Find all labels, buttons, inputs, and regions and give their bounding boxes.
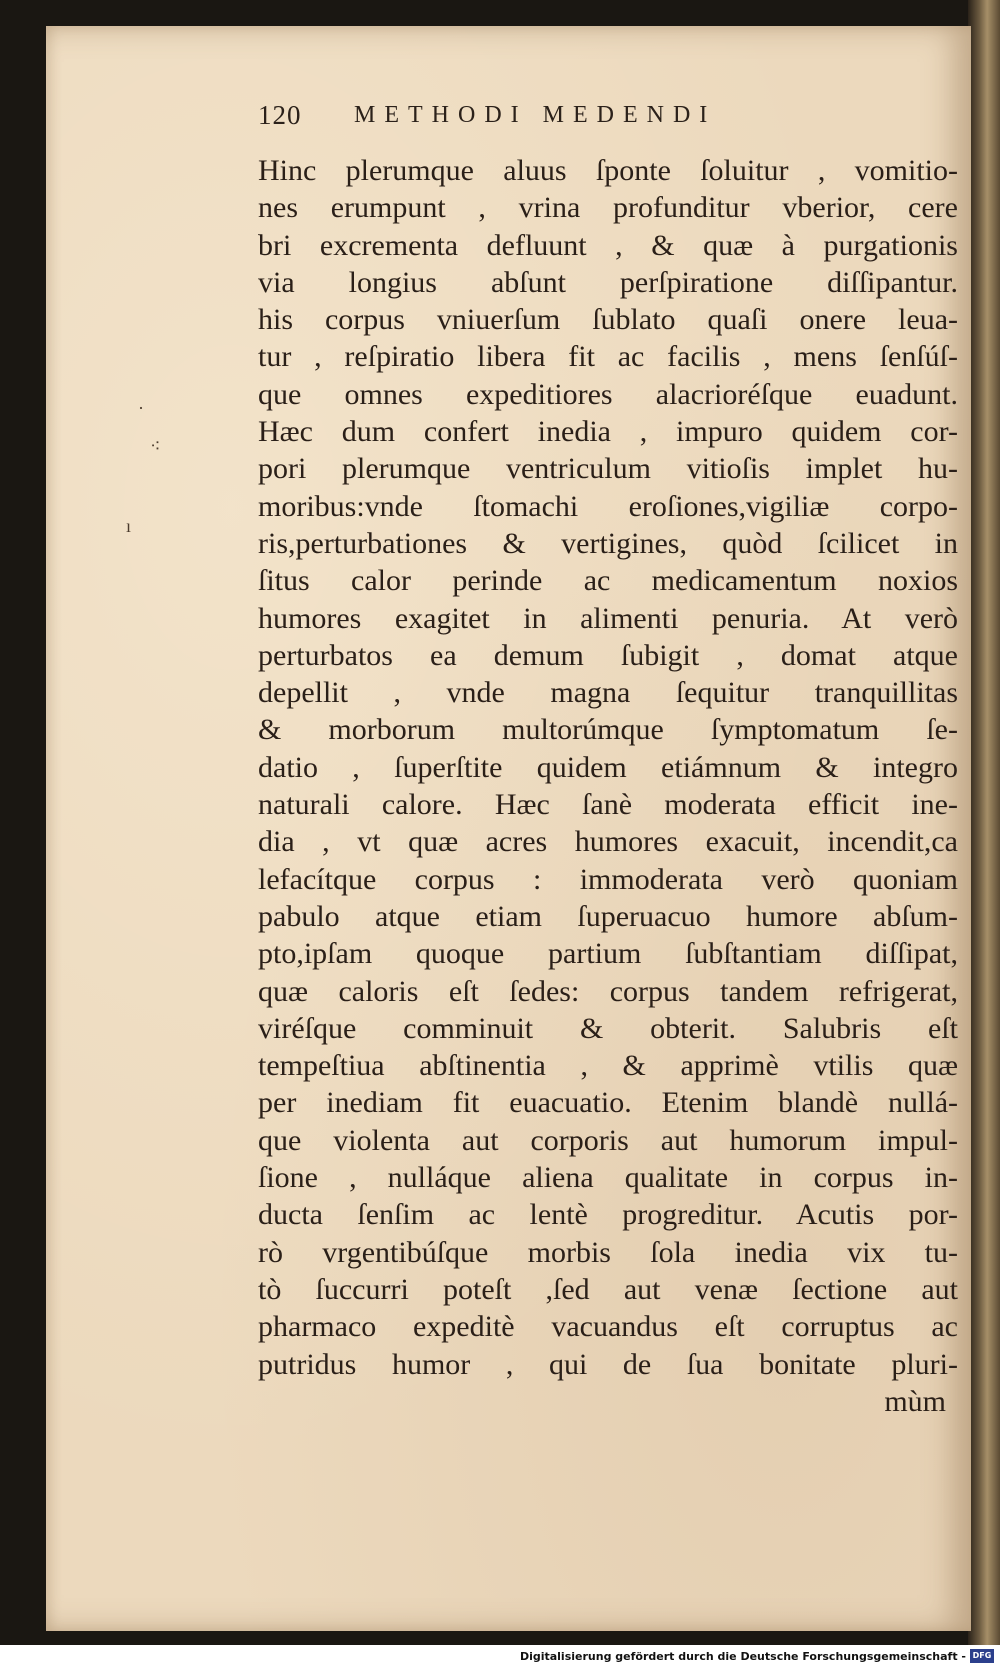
text-line: ducta ſenſim ac lentè progreditur. Acutis por-	[258, 1198, 958, 1232]
dfg-logo: DFG	[970, 1649, 994, 1663]
text-line: que violenta aut corporis aut humorum impul-	[258, 1123, 958, 1157]
margin-mark: ı	[126, 516, 132, 536]
text-line: putridus humor , qui de ſua bonitate pluri-	[258, 1347, 958, 1381]
text-line: quæ caloris eſt ſedes: corpus tandem refrigerat,	[258, 974, 958, 1008]
text-line: Hinc plerumque aluus ſponte ſoluitur , vomitio-	[258, 154, 958, 187]
text-line: pharmaco expeditè vacuandus eſt corruptus ac	[258, 1310, 958, 1344]
text-line: per inediam fit euacuatio. Etenim blandè nullá-	[258, 1086, 958, 1120]
text-line: pori plerumque ventriculum vitioſis implet hu-	[258, 452, 958, 486]
text-line: Hæc dum confert inedia , impuro quidem cor-	[258, 415, 958, 449]
funding-notice: Digitalisierung gefördert durch die Deutsche Forschungsgemeinschaft -	[519, 1650, 966, 1663]
text-line: viréſque comminuit & obterit. Salubris eſt	[258, 1011, 958, 1045]
page-edge	[968, 0, 1000, 1645]
margin-mark: ⁖	[150, 436, 161, 456]
body-text	[258, 152, 958, 1417]
text-line: pabulo atque etiam ſuperuacuo humore abſum-	[258, 899, 958, 933]
text-line: naturali calore. Hæc ſanè moderata efficit ine-	[258, 788, 958, 822]
text-line: & morborum multorúmque ſymptomatum ſe-	[258, 713, 958, 747]
text-line: depellit , vnde magna ſequitur tranquillitas	[258, 676, 958, 710]
text-line: ſitus calor perinde ac medicamentum noxios	[258, 564, 958, 598]
text-line: ris,perturbationes & vertigines, quòd ſcilicet in	[258, 526, 958, 560]
running-title: METHODI MEDENDI	[354, 102, 717, 128]
text-line: his corpus vniuerſum ſublato quaſi onere leua-	[258, 303, 958, 337]
text-line: rò vrgentibúſque morbis ſola inedia vix tu-	[258, 1235, 958, 1269]
page-number: 120	[258, 100, 302, 130]
text-line: pto,ipſam quoque partium ſubſtantiam diſſipat,	[258, 937, 958, 971]
text-line: bri excrementa defluunt , & quæ à purgationis	[258, 228, 958, 262]
catchword: mùm	[884, 1384, 946, 1417]
text-line: perturbatos ea demum ſubigit , domat atque	[258, 638, 958, 672]
text-line: datio , ſuperſtite quidem etiámnum & integro	[258, 750, 958, 784]
book-page	[46, 26, 971, 1631]
page-content	[258, 94, 958, 1514]
text-line: dia , vt quæ acres humores exacuit, incendit,ca	[258, 825, 958, 859]
running-head	[258, 94, 958, 146]
text-line: que omnes expeditiores alacrioréſque euadunt.	[258, 377, 958, 411]
footer-bar	[0, 1645, 1000, 1670]
margin-mark: ·	[138, 398, 144, 418]
text-line: tempeſtiua abſtinentia , & apprimè vtilis quæ	[258, 1049, 958, 1083]
text-line: nes erumpunt , vrina profunditur vberior, cere	[258, 191, 958, 225]
text-line: ſione , nulláque aliena qualitate in corpus in-	[258, 1161, 958, 1195]
text-line: via longius abſunt perſpiratione diſſipantur.	[258, 265, 958, 299]
text-line: humores exagitet in alimenti penuria. At verò	[258, 601, 958, 635]
text-line: lefacítque corpus : immoderata verò quoniam	[258, 862, 958, 896]
text-line: moribus:vnde ſtomachi eroſiones,vigiliæ corpo-	[258, 489, 958, 523]
text-line: tur , reſpiratio libera fit ac facilis , mens ſenſúſ-	[258, 340, 958, 374]
text-line: tò ſuccurri poteſt ,ſed aut venæ ſectione aut	[258, 1272, 958, 1306]
